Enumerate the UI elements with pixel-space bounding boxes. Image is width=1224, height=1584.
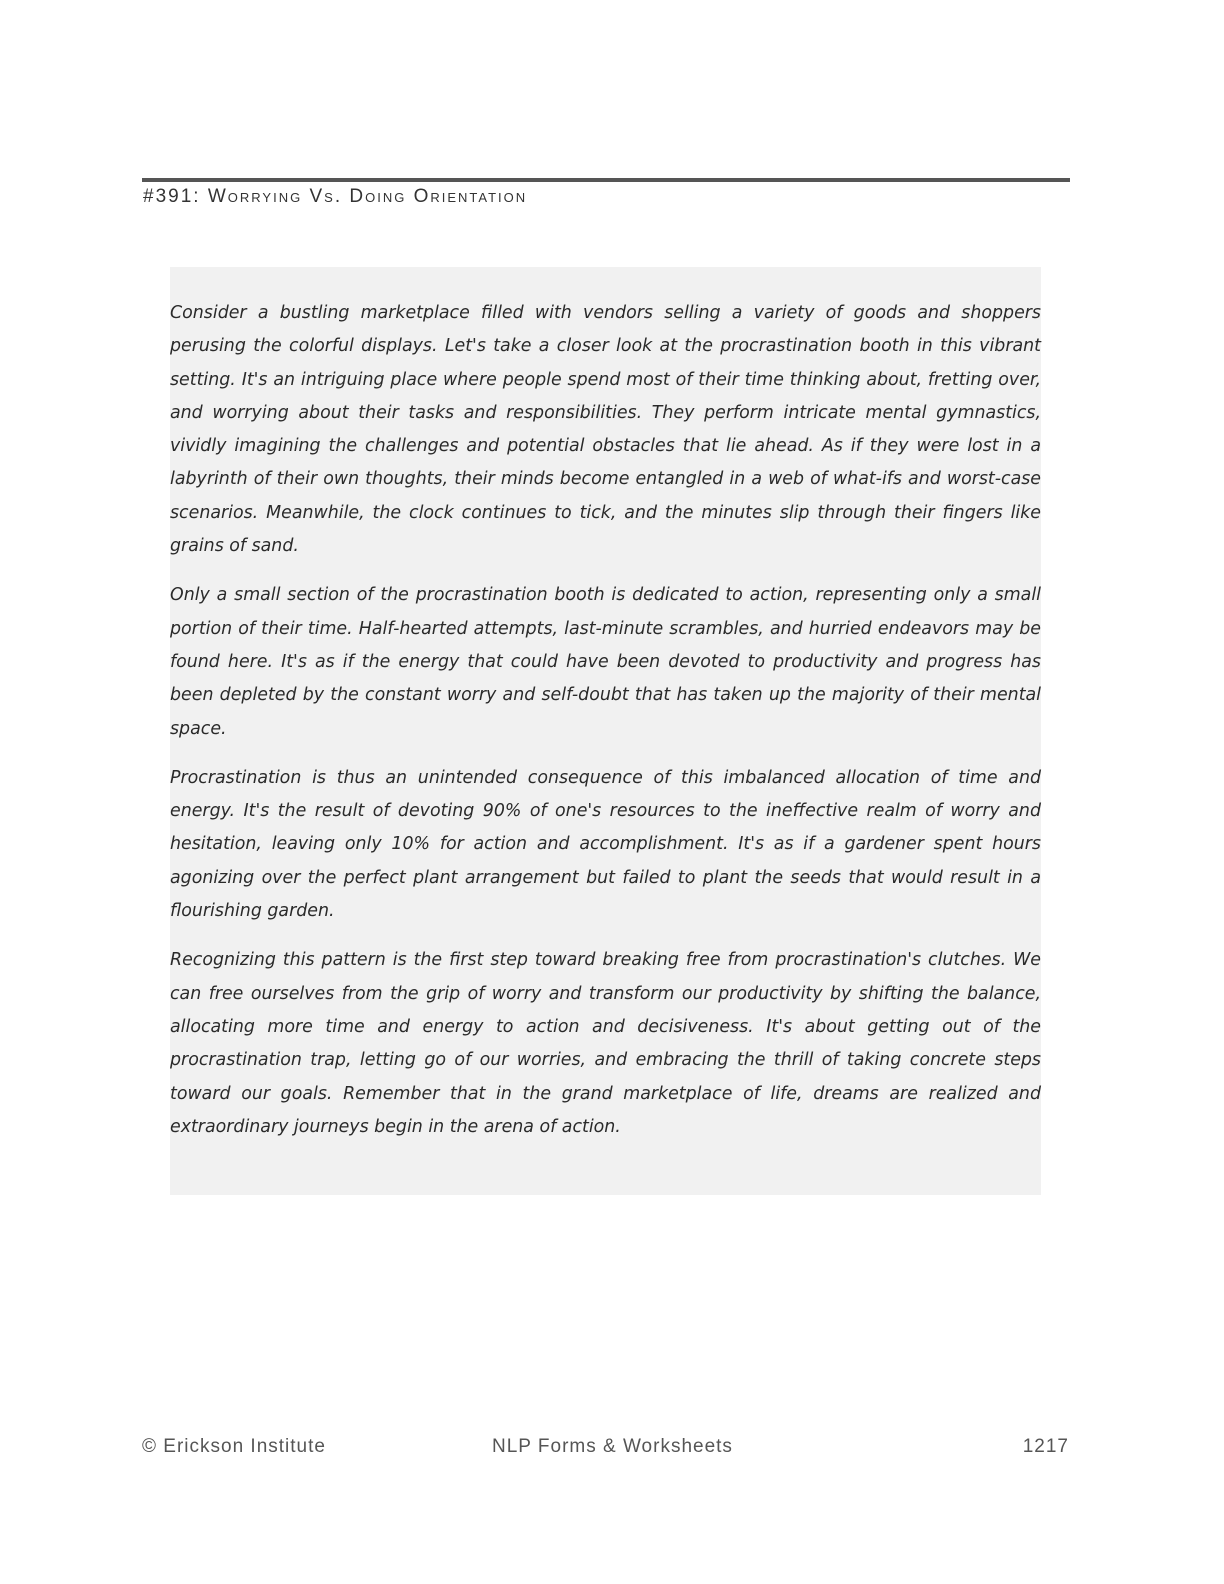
page-title: #391: Worrying Vs. Doing Orientation (143, 186, 528, 207)
footer-page-number: 1217 (1022, 1436, 1069, 1457)
paragraph-1: Consider a bustling marketplace filled with vendors selling a variety of goods and shoppers perusing the colorful displays. Let's take a closer look at the procrastination booth in this vibrant setting. It's an intriguing place where people spend most of their time thinking about, fretting over, and worrying about their tasks and responsibilities. They perform intricate mental gymnastics, vividly imagining the challenges and potential obstacles that lie ahead. As if they were lost in a labyrinth of their own thoughts, their minds become entangled in a web of what-ifs and worst-case scenarios. Meanwhile, the clock continues to tick, and the minutes slip through their fingers like grains of sand. (170, 303, 1041, 557)
paragraph-2: Only a small section of the procrastination booth is dedicated to action, representing only a small portion of their time. Half-hearted attempts, last-minute scrambles, and hurried endeavors may be found here. It's as if the energy that could have been devoted to productivity and progress has been depleted by the constant worry and self-doubt that has taken up the majority of their mental space. (170, 585, 1041, 739)
header-rule (142, 178, 1070, 182)
paragraph-3: Procrastination is thus an unintended consequence of this imbalanced allocation of time and energy. It's the result of devoting 90% of one's resources to the ineffective realm of worry and hesitation, leaving only 10% for action and accomplishment. It's as if a gardener spent hours agonizing over the perfect plant arrangement but failed to plant the seeds that would result in a flourishing garden. (170, 767, 1041, 922)
footer-copyright: © Erickson Institute (142, 1436, 326, 1457)
text-box (170, 267, 1041, 1195)
paragraph-4: Recognizing this pattern is the first step toward breaking free from procrastination's clutches. We can free ourselves from the grip of worry and transform our productivity by shifting the balance, allocating more time and energy to action and decisiveness. It's about getting out of the procrastination trap, letting go of our worries, and embracing the thrill of taking concrete steps toward our goals. Remember that in the grand marketplace of life, dreams are realized and extraordinary journeys begin in the arena of action. (170, 950, 1041, 1137)
footer-book-title: NLP Forms & Worksheets (492, 1436, 733, 1457)
